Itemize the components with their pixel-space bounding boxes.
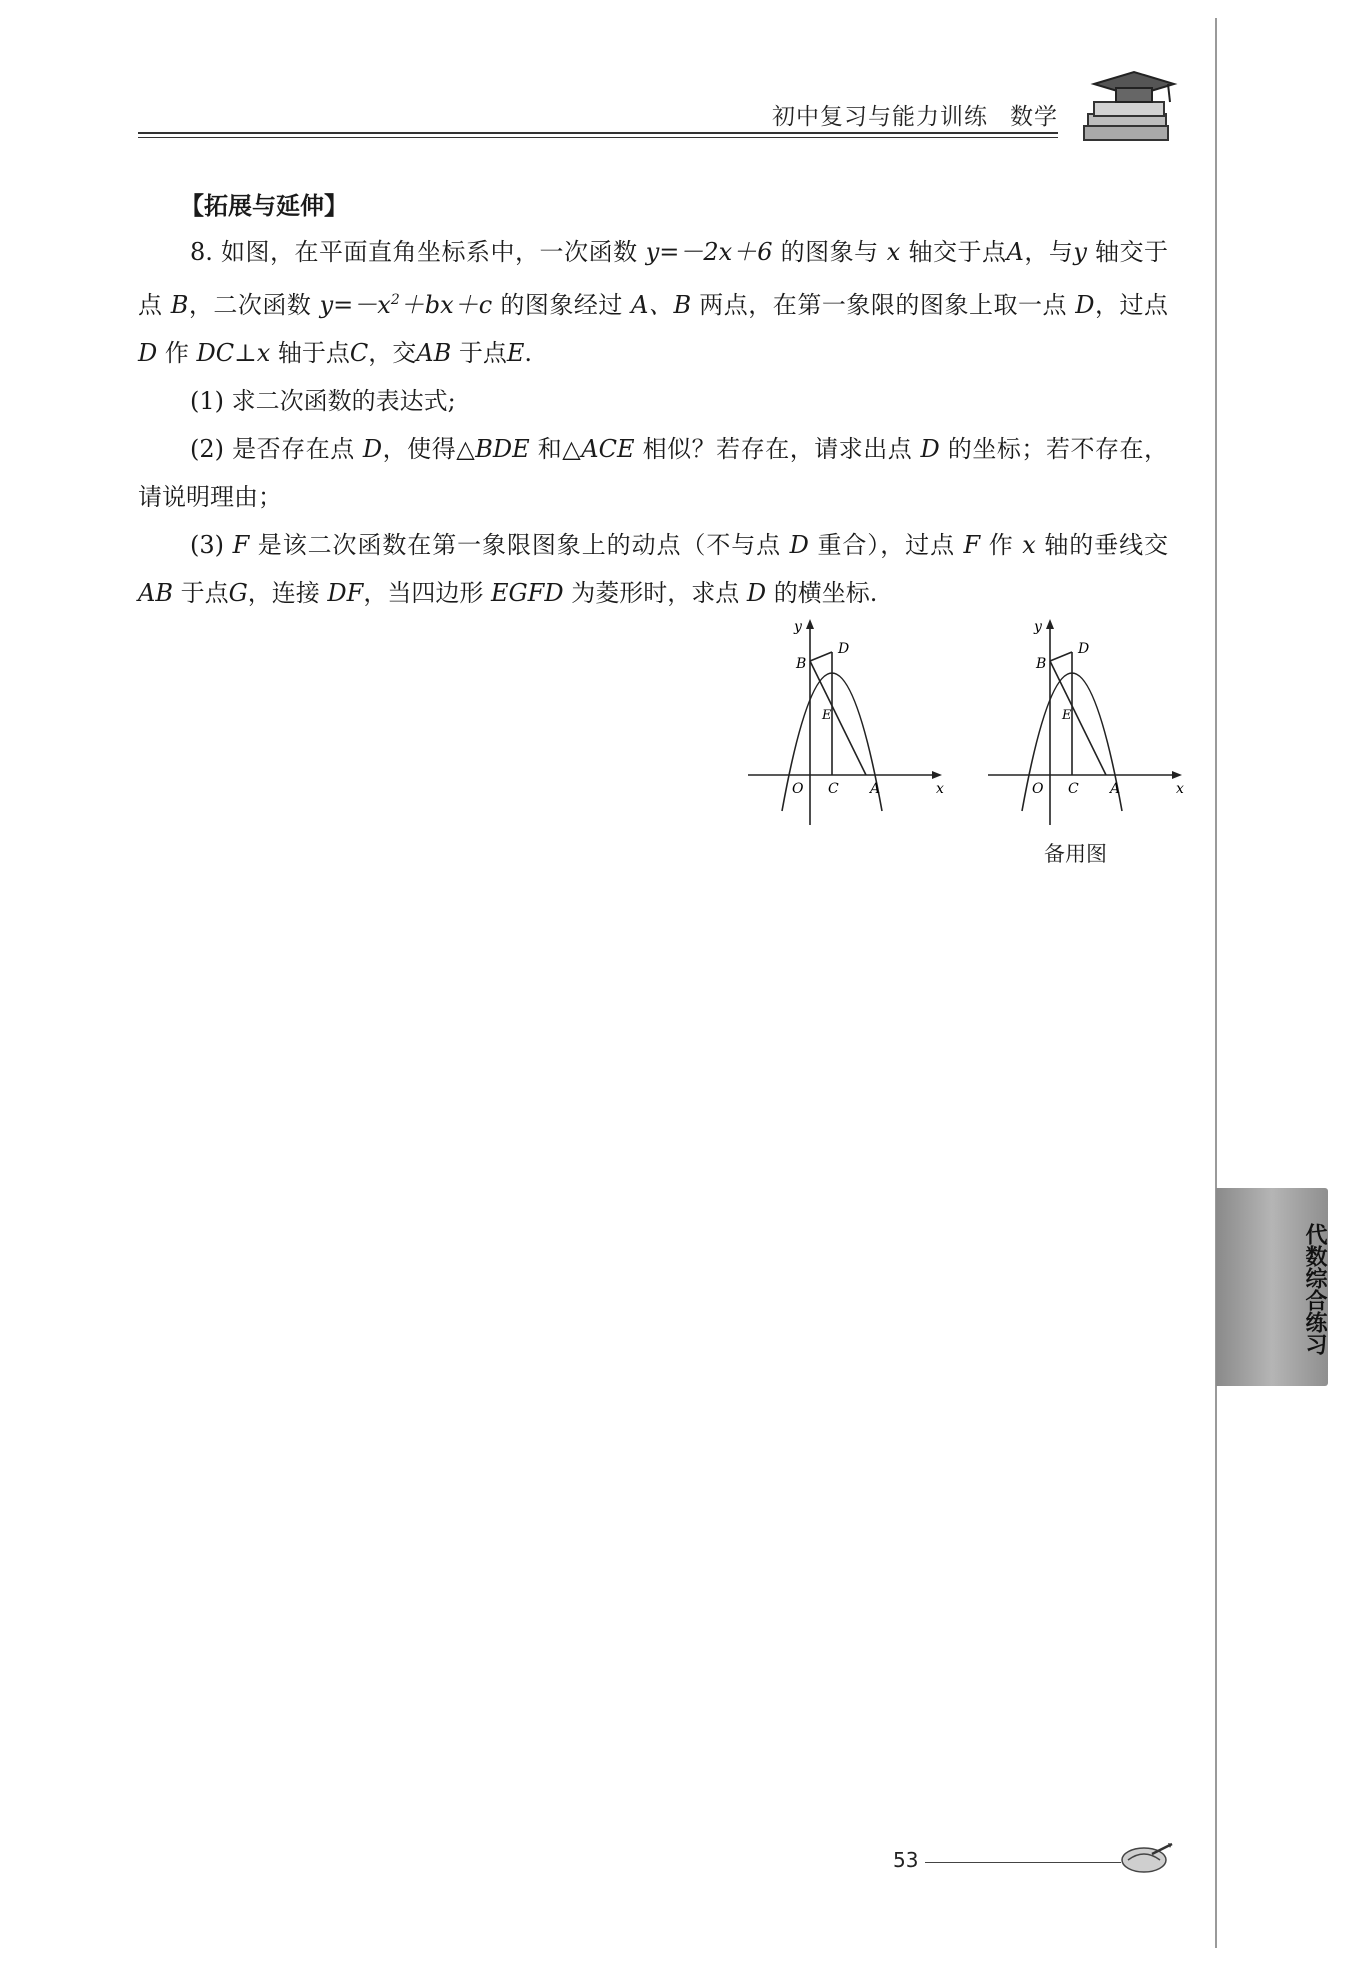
figure-main (748, 615, 948, 830)
figure-caption: 备用图 (1044, 842, 1107, 866)
book-title: 初中复习与能力训练 (772, 104, 988, 130)
label-b: B (796, 656, 807, 672)
label-c: C (828, 781, 839, 797)
header-title (772, 98, 1058, 131)
label-d: D (838, 641, 850, 657)
header-rule (138, 132, 1058, 134)
label-e: E (1062, 708, 1072, 723)
label-y: y (794, 619, 802, 635)
page-edge-rule (1215, 18, 1217, 1948)
footer-rule (925, 1862, 1121, 1863)
subject-label: 数学 (1010, 104, 1058, 130)
problem-8 (138, 228, 1168, 617)
chapter-tab-label: 代数综合练习 (1302, 1223, 1327, 1355)
parabola-diagram-backup (988, 615, 1188, 830)
label-o: O (792, 781, 804, 797)
header-rule-thin (138, 137, 1058, 138)
pen-scroll-icon (1118, 1840, 1174, 1876)
page-number: 53 (893, 1848, 919, 1872)
label-x: x (936, 781, 944, 797)
label-y: y (1034, 619, 1042, 635)
problem-stem: 8. 如图，在平面直角坐标系中，一次函数 y=－2x＋6 的图象与 x 轴交于点A，与y 轴交于点 B，二次函数 $y=-x^2+bx+c$ 的图象经过 A、B 两点，在第一象限的图象上取一点 D，过点 D 作 DC⊥x 轴于点C，交AB 于点E. (138, 238, 1169, 367)
label-a: A (1110, 781, 1121, 797)
label-b: B (1036, 656, 1047, 672)
parabola-diagram (748, 615, 948, 830)
question-3: (3) F 是该二次函数在第一象限图象上的动点（不与点 D 重合），过点 F 作 x 轴的垂线交 AB 于点G，连接 DF，当四边形 EGFD 为菱形时，求点 D 的横坐标. (138, 531, 1169, 607)
chapter-side-tab (1216, 1188, 1328, 1386)
label-e: E (822, 708, 832, 723)
label-c: C (1068, 781, 1079, 797)
question-2: (2) 是否存在点 D，使得△BDE 和△ACE 相似？若存在，请求出点 D 的坐标；若不存在，请说明理由； (138, 435, 1169, 511)
section-title: 【拓展与延伸】 (180, 192, 348, 220)
label-x: x (1176, 781, 1184, 797)
question-1: (1) 求二次函数的表达式; (190, 387, 456, 415)
label-d: D (1078, 641, 1090, 657)
label-a: A (870, 781, 881, 797)
figure-backup (988, 615, 1188, 830)
books-cap-icon (1080, 62, 1180, 144)
running-header (138, 92, 1058, 142)
label-o: O (1032, 781, 1044, 797)
